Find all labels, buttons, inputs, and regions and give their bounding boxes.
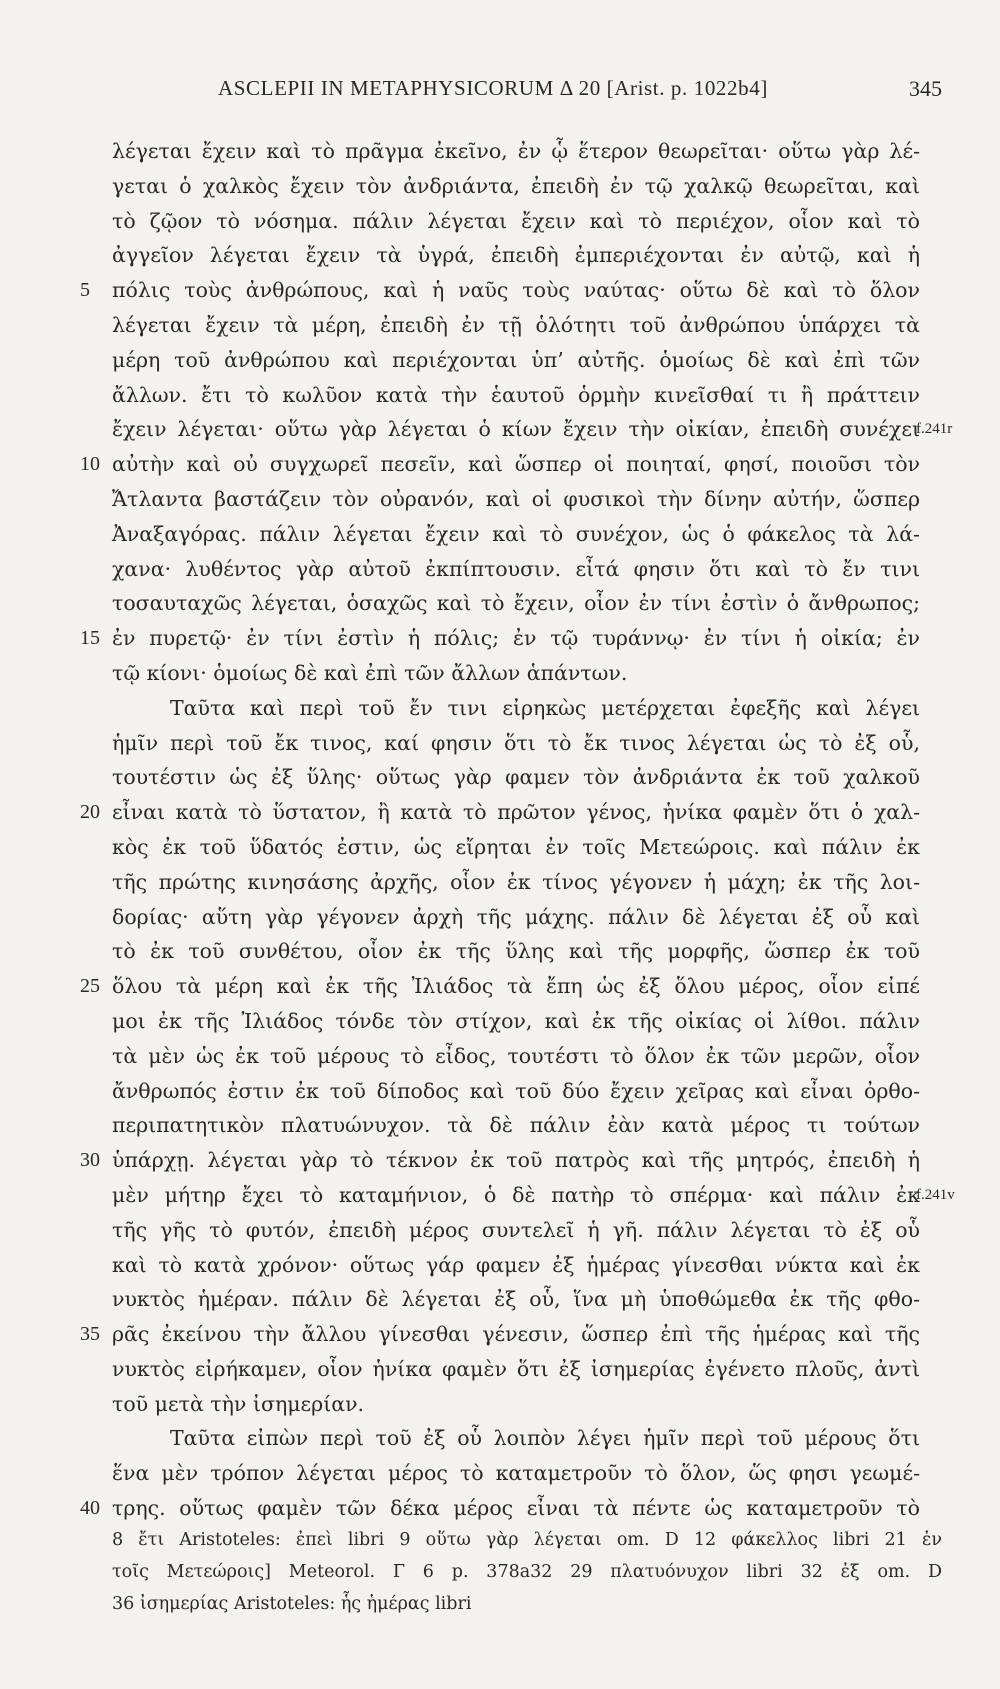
text-line: [0, 760, 1000, 795]
apparatus-line: τοῖς Μετεώροις] Meteorol. Γ 6 p. 378a32 29 πλατυόνυχον libri 32 ἐξ om. D: [112, 1562, 942, 1582]
text-line: [0, 1387, 1000, 1422]
folio-marginal-note: f.241r: [916, 421, 953, 438]
text-line: [0, 343, 1000, 378]
line-text: καὶ τὸ κατὰ χρόνον· οὕτως γάρ φαμεν ἐξ ἡμέρας γίνεσθαι νύκτα καὶ ἐκ: [112, 1252, 920, 1277]
line-number: 20: [80, 801, 100, 824]
line-number: 30: [80, 1149, 100, 1172]
line-text: τουτέστιν ὡς ἐξ ὕλης· οὕτως γὰρ φαμεν τὸν ἀνδριάντα ἐκ τοῦ χαλκοῦ: [112, 765, 920, 790]
text-line: [0, 412, 1000, 447]
text-line: [0, 691, 1000, 726]
text-line: [0, 1248, 1000, 1283]
text-line: [0, 447, 1000, 482]
text-line: [0, 204, 1000, 239]
text-line: [0, 795, 1000, 830]
line-text: τὰ μὲν ὡς ἐκ τοῦ μέρους τὸ εἶδος, τουτέστι τὸ ὅλον ἐκ τῶν μερῶν, οἷον: [112, 1043, 920, 1068]
text-line: [0, 1108, 1000, 1143]
page-header: [112, 72, 942, 112]
line-text: Ταῦτα καὶ περὶ τοῦ ἔν τινι εἰρηκὼς μετέρχεται ἐφεξῆς καὶ λέγει: [170, 695, 920, 720]
text-line: [0, 1213, 1000, 1248]
line-text: ἕνα μὲν τρόπον λέγεται μέρος τὸ καταμετροῦν τὸ ὅλον, ὥς φησι γεωμέ-: [112, 1461, 920, 1486]
line-text: τρης. οὕτως φαμὲν τῶν δέκα μέρος εἶναι τὰ πέντε ὡς καταμετροῦν τὸ: [112, 1496, 920, 1521]
line-text: ἄλλων. ἔτι τὸ κωλῦον κατὰ τὴν ἑαυτοῦ ὁρμὴν κινεῖσθαί τι ἢ πράττειν: [112, 382, 920, 407]
line-text: ἄνθρωπός ἐστιν ἐκ τοῦ δίποδος καὶ τοῦ δύο ἔχειν χεῖρας καὶ εἶναι ὀρθο-: [112, 1078, 920, 1103]
line-text: πόλις τοὺς ἀνθρώπους, καὶ ἡ ναῦς τοὺς ναύτας· οὕτω δὲ καὶ τὸ ὅλον: [112, 278, 920, 303]
text-line: [0, 238, 1000, 273]
line-text: τοῦ μετὰ τὴν ἰσημερίαν.: [112, 1391, 365, 1416]
text-line: [0, 1421, 1000, 1456]
text-line: [0, 900, 1000, 935]
text-line: [0, 1004, 1000, 1039]
critical-apparatus: [112, 1524, 942, 1620]
text-line: [0, 1456, 1000, 1491]
apparatus-line: 8 ἔτι Aristoteles: ἐπεὶ libri 9 οὕτω γὰρ λέγεται om. D 12 φάκελλος libri 21 ἐν: [112, 1530, 942, 1550]
line-text: τοσαυταχῶς λέγεται, ὁσαχῶς καὶ τὸ ἔχειν, οἷον ἐν τίνι ἐστὶν ὁ ἄνθρωπος;: [112, 591, 920, 616]
text-line: [0, 308, 1000, 343]
text-line: [0, 1143, 1000, 1178]
folio-marginal-note: f.241v: [916, 1186, 955, 1203]
text-line: [0, 1178, 1000, 1213]
text-line: [0, 969, 1000, 1004]
line-text: ὑπάρχῃ. λέγεται γὰρ τὸ τέκνον ἐκ τοῦ πατρὸς καὶ τῆς μητρός, ἐπειδὴ ἡ: [112, 1148, 920, 1173]
line-text: μοι ἐκ τῆς Ἰλιάδος τόνδε τὸν στίχον, καὶ ἐκ τῆς οἰκίας οἱ λίθοι. πάλιν: [112, 1008, 920, 1033]
line-text: λέγεται ἔχειν καὶ τὸ πρᾶγμα ἐκεῖνο, ἐν ᾧ ἕτερον θεωρεῖται· οὕτω γὰρ λέ-: [112, 139, 920, 163]
line-text: τῆς γῆς τὸ φυτόν, ἐπειδὴ μέρος συντελεῖ ἡ γῆ. πάλιν λέγεται τὸ ἐξ οὗ: [112, 1217, 920, 1242]
line-text: τὸ ἐκ τοῦ συνθέτου, οἷον ἐκ τῆς ὕλης καὶ τῆς μορφῆς, ὥσπερ ἐκ τοῦ: [112, 939, 920, 964]
running-title: ASCLEPII IN METAPHYSICORUM Δ 20 [Arist. p. 1022b4]: [218, 76, 768, 100]
text-line: [0, 1352, 1000, 1387]
text-line: [0, 134, 1000, 169]
line-text: τῷ κίονι· ὁμοίως δὲ καὶ ἐπὶ τῶν ἄλλων ἁπάντων.: [112, 660, 628, 685]
line-text: Ταῦτα εἰπὼν περὶ τοῦ ἐξ οὗ λοιπὸν λέγει ἡμῖν περὶ τοῦ μέρους ὅτι: [170, 1426, 920, 1451]
line-text: νυκτὸς ἡμέραν. πάλιν δὲ λέγεται ἐξ οὗ, ἵνα μὴ ὑποθώμεθα ἐκ τῆς φθο-: [112, 1287, 920, 1312]
line-number: 5: [80, 279, 90, 302]
line-text: μέρη τοῦ ἀνθρώπου καὶ περιέχονται ὑπ’ αὐτῆς. ὁμοίως δὲ καὶ ἐπὶ τῶν: [112, 347, 920, 372]
line-text: κὸς ἐκ τοῦ ὕδατός ἐστιν, ὡς εἴρηται ἐν τοῖς Μετεώροις. καὶ πάλιν ἐκ: [112, 834, 920, 859]
line-text: εἶναι κατὰ τὸ ὕστατον, ἢ κατὰ τὸ πρῶτον γένος, ἡνίκα φαμὲν ὅτι ὁ χαλ-: [112, 800, 920, 825]
text-line: [0, 865, 1000, 900]
text-line: [0, 517, 1000, 552]
page-number: 345: [909, 76, 942, 101]
text-line: [0, 830, 1000, 865]
line-number: 25: [80, 975, 100, 998]
text-line: [0, 586, 1000, 621]
line-number: 40: [80, 1497, 100, 1520]
line-number: 10: [80, 453, 100, 476]
text-line: [0, 1317, 1000, 1352]
line-text: νυκτὸς εἰρήκαμεν, οἷον ἡνίκα φαμὲν ὅτι ἐξ ἰσημερίας ἐγένετο πλοῦς, ἀντὶ: [112, 1356, 920, 1381]
line-text: ἐν πυρετῷ· ἐν τίνι ἐστὶν ἡ πόλις; ἐν τῷ τυράννῳ· ἐν τίνι ἡ οἰκία; ἐν: [112, 626, 920, 651]
line-number: 35: [80, 1323, 100, 1346]
text-line: [0, 621, 1000, 656]
line-text: ἀγγεῖον λέγεται ἔχειν τὰ ὑγρά, ἐπειδὴ ἐμπεριέχονται ἐν αὐτῷ, καὶ ἡ: [112, 243, 920, 268]
line-text: δορίας· αὕτη γὰρ γέγονεν ἀρχὴ τῆς μάχης. πάλιν δὲ λέγεται ἐξ οὗ καὶ: [112, 904, 920, 929]
apparatus-line: 36 ἰσημερίας Aristoteles: ἧς ἡμέρας libri: [112, 1594, 472, 1614]
line-text: λέγεται ἔχειν τὰ μέρη, ἐπειδὴ ἐν τῇ ὁλότητι τοῦ ἀνθρώπου ὑπάρχει τὰ: [112, 312, 920, 337]
line-text: Ἄτλαντα βαστάζειν τὸν οὐρανόν, καὶ οἱ φυσικοὶ τὴν δίνην αὐτήν, ὥσπερ: [112, 486, 920, 511]
text-line: [0, 169, 1000, 204]
line-text: γεται ὁ χαλκὸς ἔχειν τὸν ἀνδριάντα, ἐπειδὴ ἐν τῷ χαλκῷ θεωρεῖται, καὶ: [112, 173, 920, 198]
text-line: [0, 934, 1000, 969]
line-text: περιπατητικὸν πλατυώνυχον. τὰ δὲ πάλιν ἐὰν κατὰ μέρος τι τούτων: [112, 1113, 920, 1138]
text-line: [0, 1282, 1000, 1317]
text-line: [0, 1039, 1000, 1074]
line-text: ἔχειν λέγεται· οὕτω γὰρ λέγεται ὁ κίων ἔχειν τὴν οἰκίαν, ἐπειδὴ συνέχει: [112, 417, 920, 442]
line-text: τῆς πρώτης κινησάσης ἀρχῆς, οἷον ἐκ τίνος γέγονεν ἡ μάχη; ἐκ τῆς λοι-: [112, 869, 920, 894]
text-line: [0, 482, 1000, 517]
text-line: [0, 656, 1000, 691]
main-text: [0, 134, 1000, 1526]
line-text: ὅλου τὰ μέρη καὶ ἐκ τῆς Ἰλιάδος τὰ ἔπη ὡς ἐξ ὅλου μέρος, οἷον εἰπέ: [112, 974, 920, 999]
text-line: [0, 1074, 1000, 1109]
line-text: ρᾶς ἐκείνου τὴν ἄλλου γίνεσθαι γένεσιν, ὥσπερ ἐπὶ τῆς ἡμέρας καὶ τῆς: [112, 1322, 920, 1347]
line-number: 15: [80, 627, 100, 650]
text-line: [0, 1491, 1000, 1526]
text-line: [0, 273, 1000, 308]
line-text: τὸ ζῷον τὸ νόσημα. πάλιν λέγεται ἔχειν καὶ τὸ περιέχον, οἷον καὶ τὸ: [112, 208, 920, 233]
line-text: μὲν μήτηρ ἔχει τὸ καταμήνιον, ὁ δὲ πατὴρ τὸ σπέρμα· καὶ πάλιν ἐκ: [112, 1182, 920, 1207]
text-line: [0, 552, 1000, 587]
line-text: αὐτὴν καὶ οὐ συγχωρεῖ πεσεῖν, καὶ ὥσπερ οἱ ποιηταί, φησί, ποιοῦσι τὸν: [112, 452, 920, 477]
line-text: ἡμῖν περὶ τοῦ ἔκ τινος, καί φησιν ὅτι τὸ ἔκ τινος λέγεται ὡς τὸ ἐξ οὗ,: [112, 730, 920, 755]
text-line: [0, 726, 1000, 761]
line-text: Ἀναξαγόρας. πάλιν λέγεται ἔχειν καὶ τὸ συνέχον, ὡς ὁ φάκελος τὰ λά-: [112, 521, 920, 546]
text-line: [0, 378, 1000, 413]
line-text: χανα· λυθέντος γὰρ αὐτοῦ ἐκπίπτουσιν. εἶτά φησιν ὅτι καὶ τὸ ἔν τινι: [112, 556, 920, 581]
